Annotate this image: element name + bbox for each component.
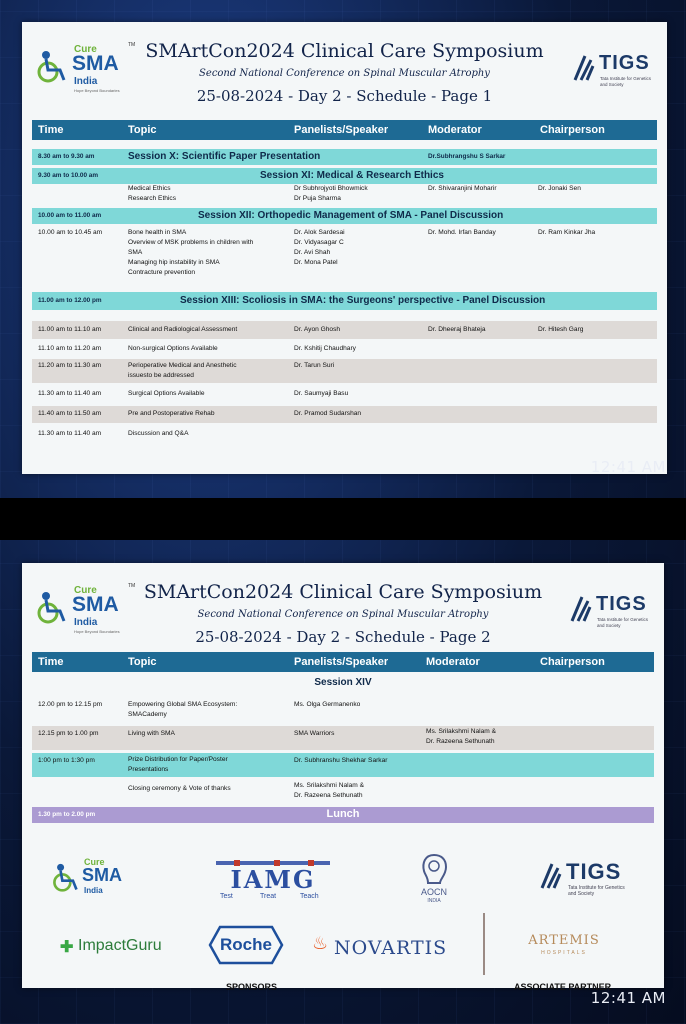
col-moderator: Moderator (426, 656, 480, 668)
table-row (32, 228, 657, 280)
plus-icon: ✚ (60, 939, 74, 956)
col-time: Time (38, 656, 64, 668)
session-time: 9.30 am to 10.00 am (38, 172, 99, 179)
page-header (22, 563, 664, 663)
table-header (32, 652, 654, 672)
time: 11.10 am to 11.20 am (38, 345, 102, 352)
table-row (32, 699, 654, 721)
speaker: Dr. Ayon Ghosh (294, 326, 341, 333)
novartis-logo (312, 933, 472, 963)
speaker: Dr. Kshitij Chaudhary (294, 345, 356, 352)
topic: Medical Ethics (128, 185, 171, 192)
session-label: Session XIV (314, 677, 372, 688)
aocn-india: INDIA (427, 898, 441, 904)
speaker: Ms. Olga Germanenko (294, 701, 361, 708)
table-row (32, 406, 657, 423)
artemis-name: ARTEMIS (528, 933, 600, 948)
cure-sma-sponsor-logo (50, 857, 150, 903)
impactguru-name: ImpactGuru (78, 937, 162, 954)
wheelchair-icon (50, 863, 80, 893)
table-header (32, 120, 657, 140)
time: 11.40 am to 11.50 am (38, 410, 102, 417)
speaker: Dr. Mona Patel (294, 259, 338, 266)
tigs-mark-icon (573, 54, 595, 82)
topic: Bone health in SMA (128, 229, 187, 236)
topic: Overview of MSK problems in children with (128, 239, 254, 246)
day-line: 25-08-2024 - Day 2 - Schedule - Page 2 (195, 628, 491, 646)
speaker: Dr Puja Sharma (294, 195, 341, 202)
logo-cure: Cure (74, 585, 97, 596)
speaker: Dr. Vidyasagar C (294, 239, 344, 246)
wheelchair-icon (34, 591, 68, 625)
speaker: SMA Warriors (294, 730, 335, 737)
tigs-logo (573, 52, 657, 92)
logo-india: India (74, 76, 98, 87)
col-chairperson: Chairperson (540, 124, 605, 136)
day-line: 25-08-2024 - Day 2 - Schedule - Page 1 (196, 87, 493, 105)
session-moderator: Dr.Subhrangshu S Sarkar (428, 153, 506, 160)
tigs-subtitle: Tata Institute for Genetics and Society (597, 617, 649, 628)
session-xiii-row (32, 292, 657, 310)
table-row (32, 321, 657, 339)
title-block (142, 563, 544, 646)
chairperson: Dr. Hitesh Garg (538, 326, 584, 333)
tigs-name: TIGS (566, 859, 622, 884)
page-title: SMArtCon2024 Clinical Care Symposium (143, 581, 543, 603)
speaker: Dr. Saumyaji Basu (294, 390, 349, 397)
speaker: Dr. Avi Shah (294, 249, 331, 256)
aocn-logo (414, 853, 454, 909)
topic: Empowering Global SMA Ecosystem: (128, 701, 238, 708)
iamg-treat: Treat (260, 893, 277, 900)
session-time: 8.30 am to 9.30 am (38, 153, 95, 160)
topic: Clinical and Radiological Assessment (128, 326, 238, 333)
logo-tagline: Hope Beyond Boundaries (74, 629, 120, 634)
col-topic: Topic (128, 656, 157, 668)
topic: Non-surgical Options Available (128, 345, 218, 352)
topic: Surgical Options Available (128, 390, 205, 397)
logo-sma: SMA (72, 593, 119, 616)
page-title: SMArtCon2024 Clinical Care Symposium (145, 40, 544, 62)
tigs-logo (570, 593, 654, 633)
timestamp-2: 12:41 AM (590, 989, 666, 1007)
lunch-row (32, 807, 654, 823)
session-label: Session XII: Orthopedic Management of SMA - Panel Discussion (198, 210, 504, 221)
topic: Research Ethics (128, 195, 177, 202)
time: 11.30 am to 11.40 am (38, 430, 102, 437)
session-x-row (32, 149, 657, 165)
aocn-name: AOCN (420, 887, 447, 897)
session-xiv-row (32, 675, 654, 693)
table-row (32, 359, 657, 383)
brain-head-icon (420, 853, 448, 885)
topic: Presentations (128, 766, 169, 773)
artemis-sub: HOSPITALS (541, 950, 587, 956)
time: 11.00 am to 11.10 am (38, 326, 102, 333)
roche-name: Roche (220, 935, 272, 954)
topic: Contracture prevention (128, 269, 196, 276)
tigs-name: TIGS (596, 593, 647, 615)
logo-cure: Cure (84, 857, 105, 867)
iamg-logo (214, 859, 332, 903)
topic: issuesto be addressed (128, 372, 194, 379)
tigs-mark-icon (570, 595, 592, 623)
logo-tm: TM (128, 583, 136, 589)
topic: Discussion and Q&A (128, 430, 189, 437)
logo-cure: Cure (74, 44, 97, 55)
topic: Pre and Postoperative Rehab (128, 410, 215, 417)
time: 12.00 pm to 12.15 pm (38, 701, 103, 708)
topic: Closing ceremony & Vote of thanks (128, 785, 231, 792)
time: 12.15 pm to 1.00 pm (38, 730, 99, 737)
topic: SMACademy (128, 711, 167, 718)
chairperson: Dr. Ram Kinkar Jha (538, 229, 596, 236)
timestamp-1: 12:41 AM (590, 458, 666, 476)
page-header (22, 22, 667, 122)
table-row (32, 781, 654, 803)
table-row (32, 184, 657, 206)
table-row (32, 426, 657, 442)
novartis-name: NOVARTIS (334, 937, 448, 959)
session-label: Session X: Scientific Paper Presentation (128, 151, 321, 162)
tigs-name: TIGS (599, 52, 650, 74)
page-subtitle: Second National Conference on Spinal Muscular Atrophy (197, 609, 489, 620)
col-speaker: Panelists/Speaker (294, 656, 389, 668)
lunch-time: 1.30 pm to 2.00 pm (38, 811, 96, 818)
page-subtitle: Second National Conference on Spinal Muscular Atrophy (199, 68, 490, 79)
moderator: Dr. Dheeraj Bhateja (428, 326, 486, 333)
col-chairperson: Chairperson (540, 656, 605, 668)
session-xi-row (32, 168, 657, 184)
col-time: Time (38, 124, 64, 136)
moderator: Ms. Srilakshmi Nalam & (426, 728, 496, 735)
tigs-subtitle: Tata Institute for Genetics and Society (600, 76, 652, 87)
cure-sma-logo (34, 42, 134, 98)
moderator: Dr. Shivaranjini Moharir (428, 185, 497, 192)
title-block (142, 22, 547, 105)
logo-india: India (84, 886, 103, 895)
time: 11.20 am to 11.30 am (38, 362, 102, 369)
speaker: Dr. Alok Sardesai (294, 229, 345, 236)
logo-tm: TM (128, 42, 136, 48)
flame-icon: ♨ (312, 933, 329, 953)
session-xii-row (32, 208, 657, 224)
tigs-sponsor-logo (540, 859, 636, 899)
table-row (32, 726, 654, 750)
cure-sma-logo (34, 583, 134, 639)
impactguru-logo (60, 933, 182, 959)
wheelchair-icon (34, 50, 68, 84)
iamg-teach: Teach (300, 893, 319, 900)
time: 1:00 pm to 1:30 pm (38, 757, 95, 764)
table-row (32, 341, 657, 357)
lunch-label: Lunch (326, 808, 360, 820)
table-row (32, 386, 657, 402)
col-moderator: Moderator (428, 124, 482, 136)
tigs-subtitle: Tata Institute for Genetics and Society (568, 885, 625, 897)
speaker: Dr Subhrojyoti Bhowmick (294, 185, 368, 192)
col-topic: Topic (128, 124, 157, 136)
logo-sma: SMA (82, 865, 122, 885)
session-time: 10.00 am to 11.00 am (38, 212, 102, 219)
time: 10.00 am to 10.45 am (38, 229, 103, 236)
col-speaker: Panelists/Speaker (294, 124, 389, 136)
session-label: Session XIII: Scoliosis in SMA: the Surgeons' perspective - Panel Discussion (180, 295, 546, 306)
schedule-page-1[interactable] (22, 22, 667, 474)
schedule-page-2[interactable] (22, 563, 664, 992)
moderator: Dr. Razeena Sethunath (426, 738, 495, 745)
logo-tagline: Hope Beyond Boundaries (74, 88, 120, 93)
iamg-name: IAMG (230, 865, 316, 894)
session-time: 11.00 am to 12.00 pm (38, 297, 102, 304)
speaker: Dr. Razeena Sethunath (294, 792, 363, 799)
speaker: Dr. Tarun Suri (294, 362, 335, 369)
speaker: Dr. Subhranshu Shekhar Sarkar (294, 757, 388, 764)
session-label: Session XI: Medical & Research Ethics (260, 170, 444, 181)
table-row (32, 753, 654, 777)
screenshot-gap (0, 498, 686, 540)
topic: Living with SMA (128, 730, 175, 737)
roche-logo (208, 925, 284, 965)
moderator: Dr. Mohd. Irfan Banday (428, 229, 496, 236)
sponsors-label: SPONSORS (226, 982, 278, 992)
tigs-mark-icon (540, 861, 562, 891)
time: 11.30 am to 11.40 am (38, 390, 102, 397)
topic: Prize Distribution for Paper/Poster (128, 756, 228, 763)
associate-partner-label: ASSOCIATE PARTNER (514, 982, 612, 992)
divider (483, 913, 485, 975)
iamg-test: Test (220, 893, 233, 900)
topic: SMA (128, 249, 143, 256)
logo-india: India (74, 617, 98, 628)
speaker: Dr. Pramod Sudarshan (294, 410, 362, 417)
artemis-logo (522, 933, 606, 959)
chairperson: Dr. Jonaki Sen (538, 185, 581, 192)
topic: Perioperative Medical and Anesthetic (128, 362, 237, 369)
topic: Managing hip instability in SMA (128, 259, 220, 266)
logo-sma: SMA (72, 52, 119, 75)
speaker: Ms. Srilakshmi Nalam & (294, 782, 364, 789)
